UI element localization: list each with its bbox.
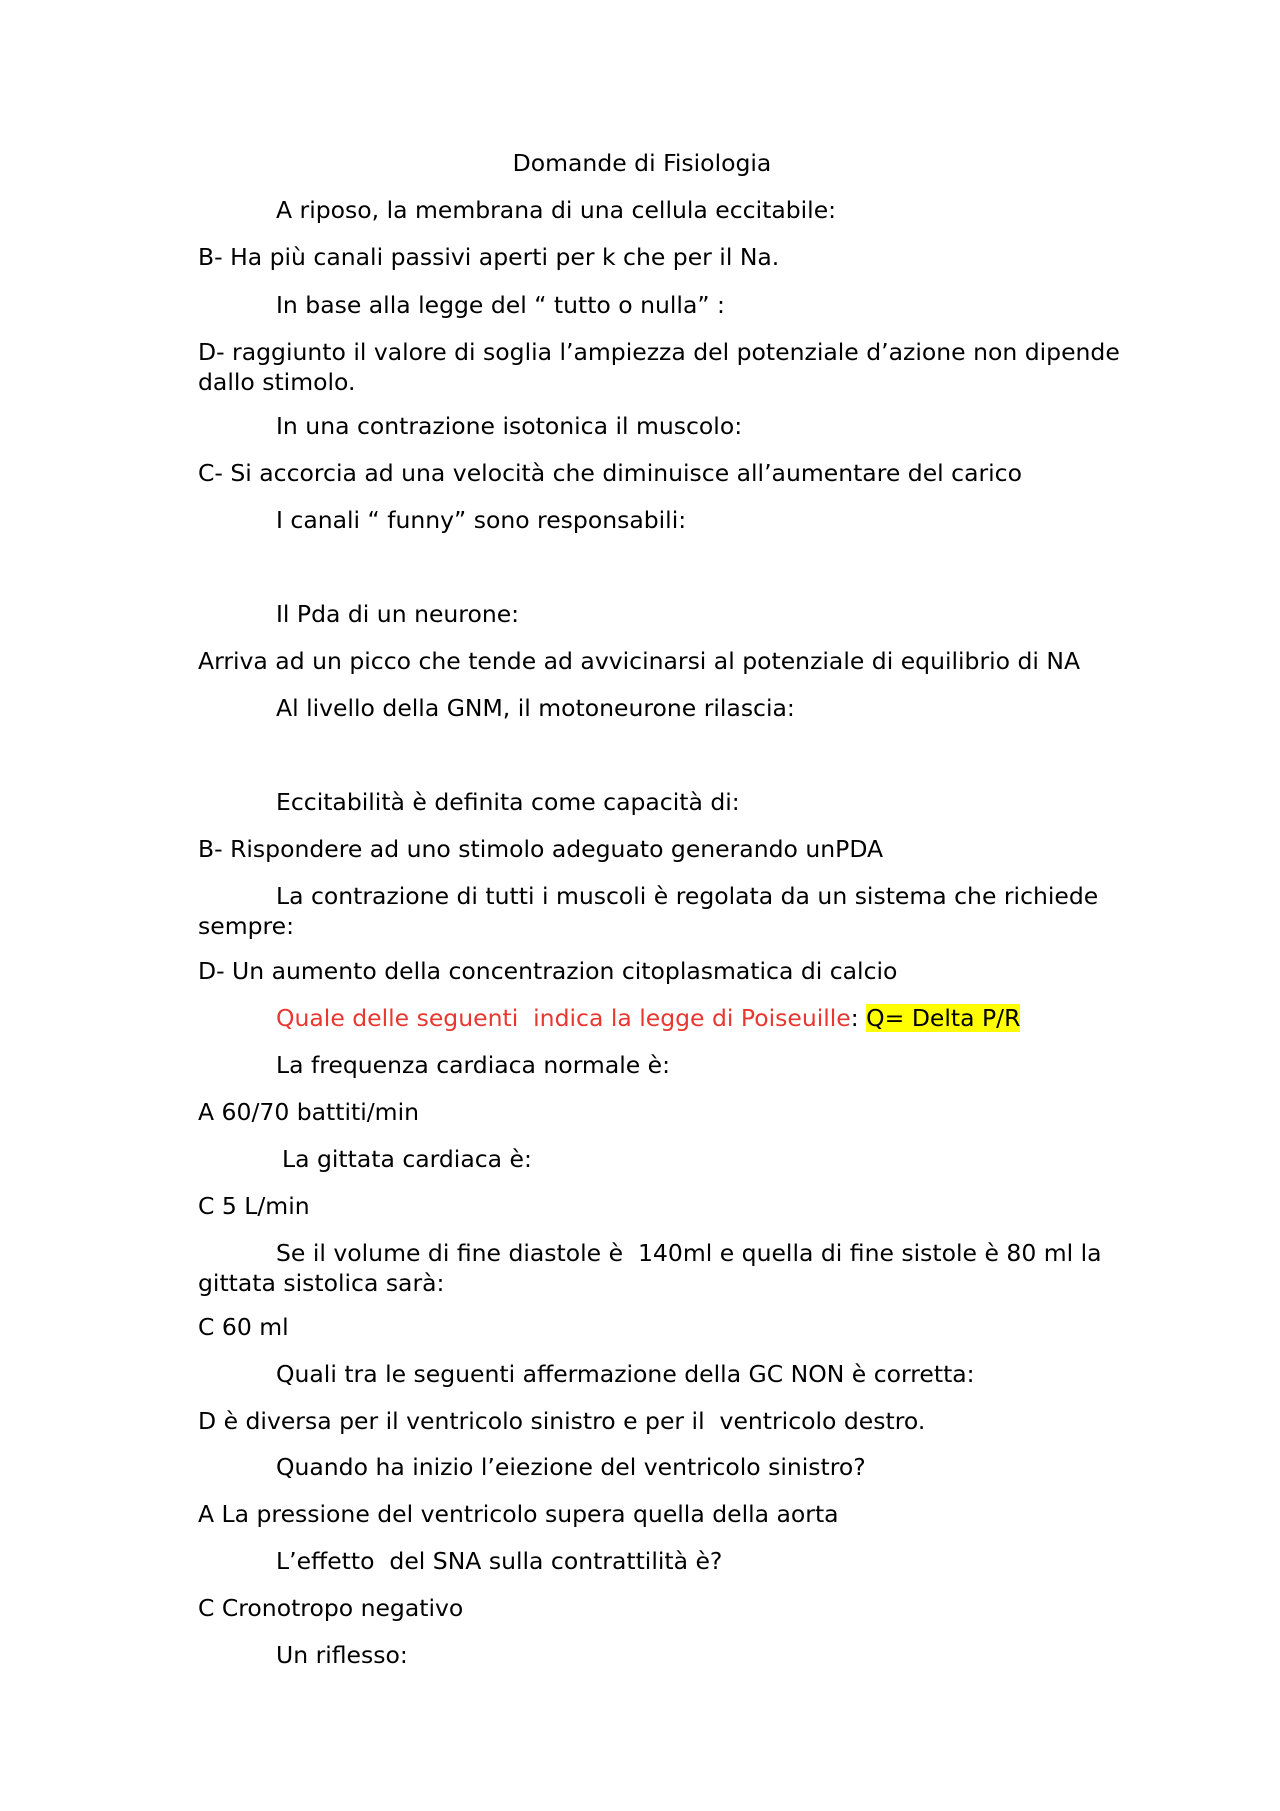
answer-7: B- Rispondere ad uno stimolo adeguato generando unPDA	[198, 835, 884, 863]
answer-8: D- Un aumento della concentrazion citoplasmatica di calcio	[198, 957, 898, 985]
answer-12: C 60 ml	[198, 1313, 289, 1341]
answer-13: D è diversa per il ventricolo sinistro e per il ventricolo destro.	[198, 1407, 926, 1435]
question-4: I canali “ funny” sono responsabili:	[276, 506, 687, 534]
answer-1: B- Ha più canali passivi aperti per k che per il Na.	[198, 243, 780, 271]
answer-15: C Cronotropo negativo	[198, 1594, 464, 1622]
page-title: Domande di Fisiologia	[512, 149, 772, 177]
poiseuille-separator: :	[850, 1004, 867, 1032]
question-10: La frequenza cardiaca normale è:	[276, 1051, 671, 1079]
question-16: Un riflesso:	[276, 1641, 408, 1669]
answer-14: A La pressione del ventricolo supera quella della aorta	[198, 1500, 839, 1528]
question-5: Il Pda di un neurone:	[276, 600, 520, 628]
answer-3: C- Si accorcia ad una velocità che diminuisce all’aumentare del carico	[198, 459, 1022, 487]
question-8: La contrazione di tutti i muscoli è regolata da un sistema che richiede sempre:	[198, 882, 1106, 940]
question-7: Eccitabilità è definita come capacità di:	[276, 788, 740, 816]
poiseuille-question-text: Quale delle seguenti indica la legge di Poiseuille	[276, 1004, 851, 1032]
question-6: Al livello della GNM, il motoneurone rilascia:	[276, 694, 795, 722]
question-14: Quando ha inizio l’eiezione del ventricolo sinistro?	[276, 1453, 866, 1481]
question-11: La gittata cardiaca è:	[282, 1145, 532, 1173]
poiseuille-answer-highlight: Q= Delta P/R	[866, 1004, 1021, 1032]
question-2: In base alla legge del “ tutto o nulla” :	[276, 291, 725, 319]
question-15: L’effetto del SNA sulla contrattilità è?	[276, 1547, 723, 1575]
answer-5: Arriva ad un picco che tende ad avvicinarsi al potenziale di equilibrio di NA	[198, 647, 1081, 675]
question-1: A riposo, la membrana di una cellula eccitabile:	[276, 196, 837, 224]
question-3: In una contrazione isotonica il muscolo:	[276, 412, 743, 440]
question-poiseuille	[198, 1003, 1138, 1033]
question-12: Se il volume di fine diastole è 140ml e quella di fine sistole è 80 ml la gittata sistolica sarà:	[198, 1239, 1110, 1297]
answer-10: A 60/70 battiti/min	[198, 1098, 419, 1126]
answer-2: D- raggiunto il valore di soglia l’ampiezza del potenziale d’azione non dipende dallo stimolo.	[198, 338, 1128, 396]
answer-11: C 5 L/min	[198, 1192, 310, 1220]
question-13: Quali tra le seguenti affermazione della GC NON è corretta:	[276, 1360, 975, 1388]
